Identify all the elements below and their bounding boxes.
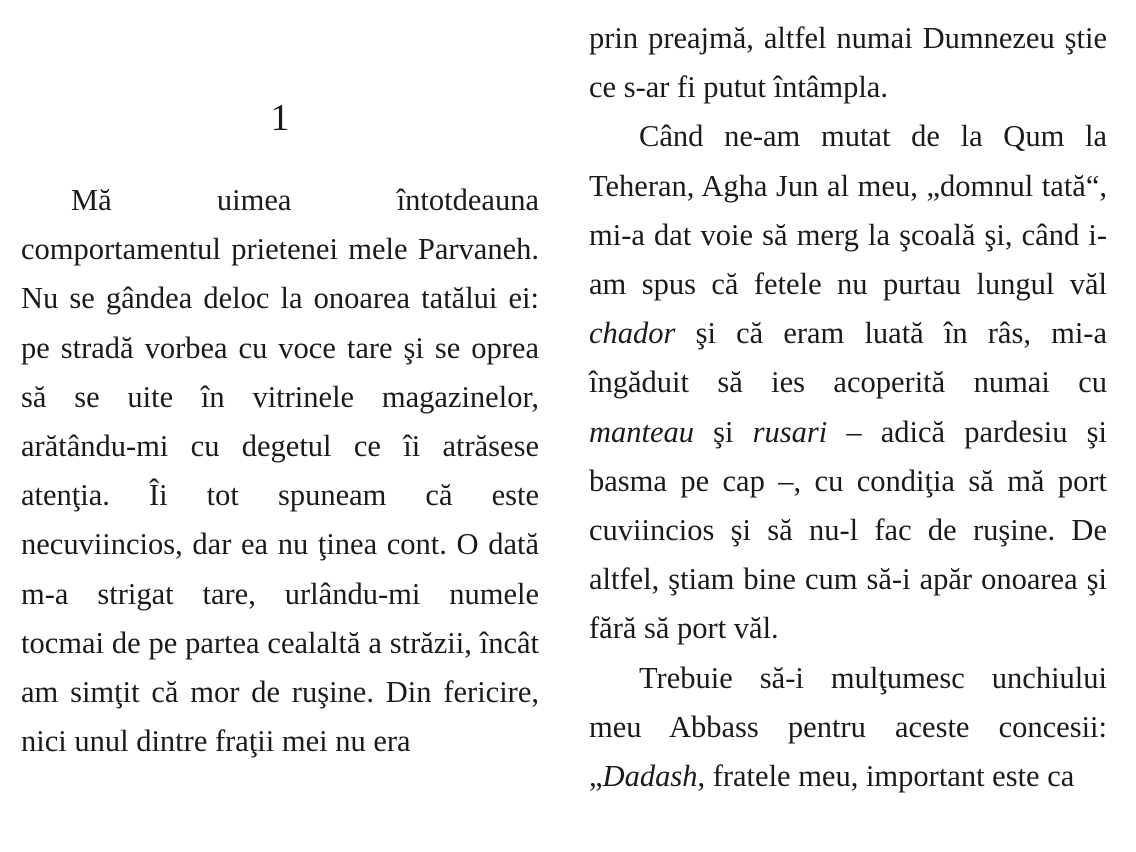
paragraph-text: Mă uimea întotdeauna comportamentul prietenei mele Parvaneh. Nu se gândea deloc la onoarea tatălui ei: pe stradă vorbea cu voce tare şi se oprea să se uite în vitrinele magazinelor, arătându-mi cu degetul ce îi atrăsese atenţia. Îi tot spuneam că este necuviincios, dar ea nu ţinea cont. O dată m-a strigat tare, urlându-mi numele tocmai de pe partea cealaltă a străzii, încât am simţit că mor de ruşine. Din fericire, nici unul dintre fraţii mei nu era bbox=[21, 183, 539, 759]
italic-term-chador: chador bbox=[589, 316, 676, 351]
paragraph-text: şi bbox=[694, 414, 753, 449]
paragraph-text: Când ne-am mutat de la Qum la Teheran, Agha Jun al meu, „domnul tată“, mi-a dat voie să merg la şcoală şi, când i-am spus că fetele nu purtau lungul văl bbox=[589, 119, 1107, 302]
paragraph-text: Trebuie să-i mulţumesc unchiului meu Abbass pentru aceste concesii: „ bbox=[589, 660, 1107, 794]
paragraph bbox=[589, 654, 1107, 802]
paragraph-continued bbox=[589, 14, 1107, 112]
paragraph bbox=[21, 176, 539, 766]
chapter-number: 1 bbox=[270, 97, 290, 139]
paragraph-text: , fratele meu, important este ca bbox=[697, 759, 1075, 794]
paragraph-text: – adică pardesiu şi basma pe cap –, cu condiţia să mă port cuviincios şi să nu-l fac de ruşine. De altfel, ştiam bine cum să-i apăr onoarea şi fără să port văl. bbox=[589, 414, 1107, 646]
italic-term-manteau: manteau bbox=[589, 414, 695, 449]
italic-term-dadash: Dadash bbox=[602, 759, 698, 794]
left-page bbox=[21, 0, 539, 766]
italic-term-rusari: rusari bbox=[752, 414, 828, 449]
paragraph-text: prin preajmă, altfel numai Dumnezeu ştie ce s-ar fi putut întâmpla. bbox=[589, 21, 1107, 105]
right-page bbox=[589, 14, 1107, 801]
paragraph bbox=[589, 112, 1107, 653]
paragraph-text: şi că eram luată în râs, mi-a îngăduit să ies acoperită numai cu bbox=[589, 316, 1107, 400]
